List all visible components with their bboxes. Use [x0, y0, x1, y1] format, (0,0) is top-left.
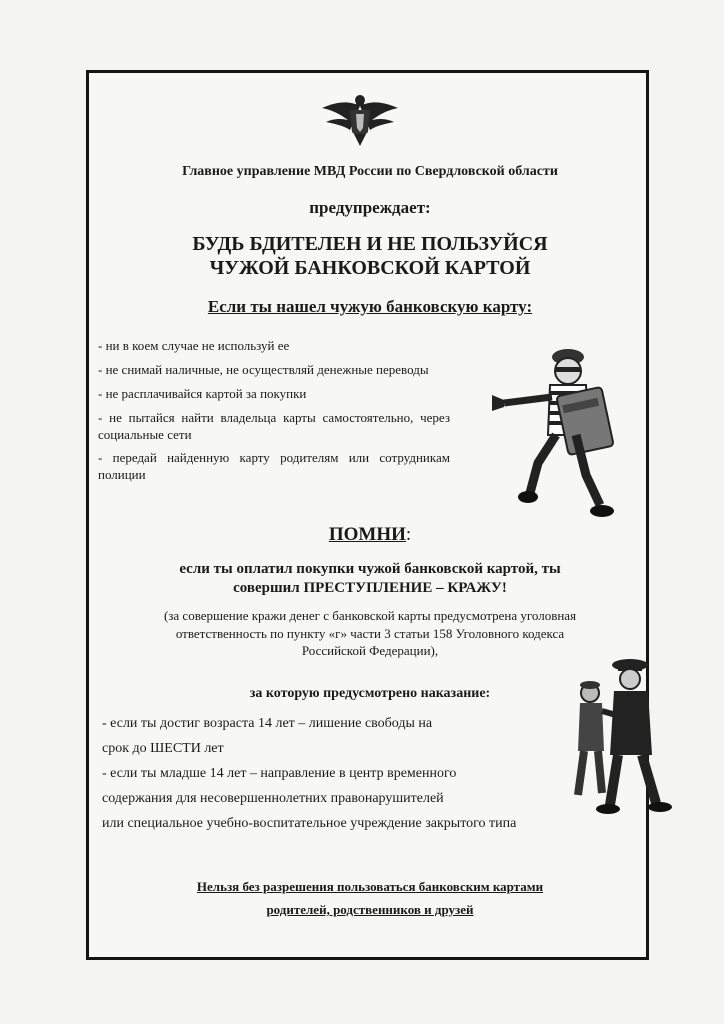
- thief-illustration-icon: [490, 345, 620, 530]
- org-name: Главное управление МВД России по Свердловской области: [182, 164, 558, 179]
- list-item: - не расплачивайся картой за покупки: [98, 385, 307, 401]
- penalty-line: - если ты достиг возраста 14 лет – лишение свободы на: [102, 716, 433, 731]
- penalty-line: или специальное учебно-воспитательное учреждение закрытого типа: [102, 815, 517, 831]
- police-officer-illustration-icon: [560, 655, 680, 820]
- list-item: - ни в коем случае не используй ее: [98, 338, 290, 353]
- penalty-line: содержания для несовершеннолетних правонарушителей: [102, 790, 444, 806]
- headline-line-1: БУДЬ БДИТЕЛЕН И НЕ ПОЛЬЗУЙСЯ: [192, 233, 548, 255]
- list-item: - передай найденную карту родителям или сотрудникам полиции: [98, 450, 450, 483]
- list-item: - не пытайся найти владельца карты самостоятельно, через социальные сети: [98, 409, 450, 442]
- footer-line-1: Нельзя без разрешения пользоваться банковским картами: [196, 879, 544, 894]
- found-card-heading: Если ты нашел чужую банковскую карту:: [207, 297, 533, 316]
- warns-heading: предупреждает:: [309, 198, 431, 217]
- remember-colon: :: [405, 524, 412, 545]
- penalty-list: [102, 712, 572, 837]
- penalty-heading: за которую предусмотрено наказание:: [249, 686, 491, 701]
- main-headline: [110, 232, 630, 280]
- mvd-emblem-icon: [318, 92, 402, 148]
- footer-line-2: родителей, родственников и друзей: [266, 901, 474, 917]
- legal-line-3: Российской Федерации),: [301, 643, 439, 659]
- penalty-line: - если ты младше 14 лет – направление в центр временного: [102, 765, 457, 781]
- headline-line-2: ЧУЖОЙ БАНКОВСКОЙ КАРТОЙ: [209, 257, 531, 279]
- penalty-line: срок до ШЕСТИ лет: [102, 740, 224, 756]
- list-item: - не снимай наличные, не осуществляй денежные переводы: [98, 361, 429, 377]
- crime-line-1: если ты оплатил покупки чужой банковской картой, ты: [179, 561, 561, 577]
- legal-note: [110, 607, 630, 660]
- remember-word: ПОМНИ: [328, 524, 406, 545]
- legal-line-1: (за совершение кражи денег с банковской карты предусмотрена уголовная: [163, 608, 577, 623]
- remember-heading: [100, 524, 640, 546]
- crime-warning: [110, 560, 630, 598]
- footer-warning: [100, 876, 640, 922]
- crime-line-2: совершил ПРЕСТУПЛЕНИЕ – КРАЖУ!: [233, 579, 507, 596]
- legal-line-2: ответственность по пункту «г» части 3 статьи 158 Уголовного кодекса: [175, 625, 565, 641]
- instructions-list: [98, 338, 450, 491]
